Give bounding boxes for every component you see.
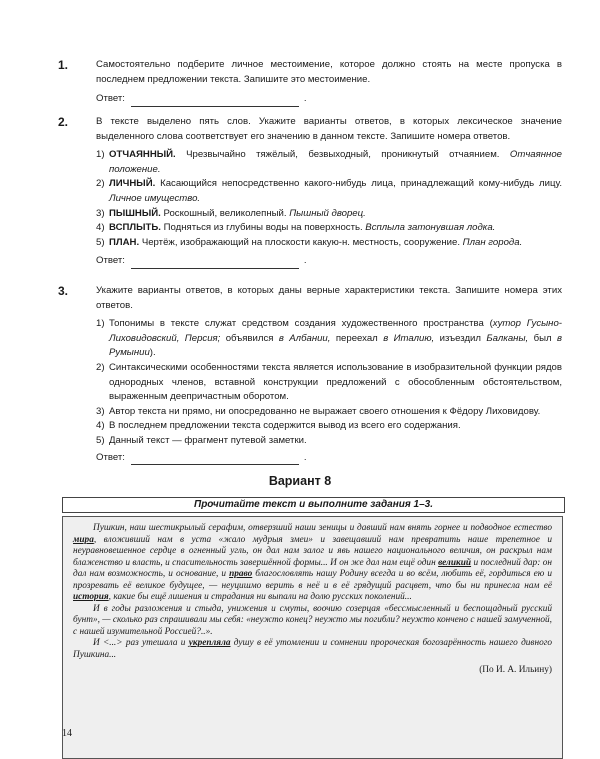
- passage-paragraph-2: И в годы разложения и стыда, унижения и смуты, воочию созерцая «бессмысленный и беспощадный русский бунт», — сколько раз спрашивали мы себя: «неужто конец? неужто мы погибли? неужто кончено с нашей замученной, с нашей изумительной Россией?..».: [73, 603, 552, 637]
- option-word: ЛИЧНЫЙ.: [109, 178, 156, 190]
- option-1: [96, 317, 562, 361]
- option-text: переехал: [330, 332, 384, 344]
- option-example: Всплыла затонувшая лодка.: [365, 222, 496, 234]
- variant-title: Вариант 8: [268, 474, 332, 488]
- option-text: был: [528, 332, 557, 344]
- option-word: ВСПЛЫТЬ.: [109, 222, 161, 234]
- question-2: [58, 115, 562, 269]
- reading-passage: [62, 516, 563, 759]
- option-number: 5): [96, 236, 105, 248]
- passage-paragraph-1: Пушкин, наш шестикрылый серафим, отверзший наши зеницы и давший нам внять горнее и подводное естество мира, вложивший нам в уста «жало мудрыя змеи» и завещавший нам превратить наше трепетное и неуравновешенное сердце в огненный угль, он дал нам залог и явь нашего национального величия, он раскрыл нам блаженство и власть, и спасительность завершённой формы... И он же дал нам ещё один великий и последний дар: он дал нам возможность, и основание, и право благословлять нашу Родину всегда и во всём, любить её, гордиться ею и прозревать её великое будущее, — неуцишмо верить в неё и в её грядущий расцвет, что бы ни принесла нам её история, какие бы ещё лишения и страдания ни выпали на долю русских поколений...: [73, 523, 552, 602]
- option-example: Личное имущество.: [109, 192, 201, 204]
- option-example: Пышный дворец.: [289, 207, 366, 219]
- option-5: [96, 236, 562, 251]
- highlighted-word: мира: [73, 534, 94, 545]
- option-definition: Роскошный, великолепный.: [160, 207, 290, 219]
- option-number: 2): [96, 361, 105, 373]
- option-number: 5): [96, 434, 105, 446]
- option-number: 4): [96, 420, 105, 432]
- answer-label: Ответ:: [96, 255, 125, 267]
- option-5: [96, 434, 562, 449]
- answer-line[interactable]: [131, 453, 299, 465]
- option-example: План города.: [462, 236, 523, 248]
- answer-field[interactable]: [96, 451, 562, 466]
- answer-end: .: [303, 451, 307, 463]
- option-word: ОТЧАЯННЫЙ.: [109, 149, 176, 161]
- answer-end: .: [303, 255, 307, 267]
- option-number: 1): [96, 149, 105, 161]
- toponym: в Италию,: [383, 332, 435, 344]
- option-text: Топонимы в тексте служат средством создания художественного пространства (: [109, 318, 493, 330]
- answer-line[interactable]: [131, 257, 299, 269]
- passage-paragraph-3: И <...> раз утешала и укрепляла душу в её утомлении и сомнении пророческая богозарённость нашего дивного Пушкина...: [73, 638, 552, 660]
- option-2: [96, 361, 562, 405]
- option-4: [96, 419, 562, 434]
- question-text: Укажите варианты ответов, в которых даны верные характеристики текста. Запишите номера этих ответов.: [96, 285, 562, 311]
- passage-source: (По И. А. Ильину): [479, 665, 552, 675]
- answer-label: Ответ:: [96, 93, 125, 105]
- question-text: В тексте выделено пять слов. Укажите варианты ответов, в которых лексическое значение выделенного слова соответствует его значению в данном тексте. Запишите номера ответов.: [96, 116, 562, 142]
- option-number: 2): [96, 178, 105, 190]
- option-text: ).: [149, 347, 156, 359]
- option-number: 4): [96, 222, 105, 234]
- task-instruction: Прочитайте текст и выполните задания 1–3.: [62, 497, 565, 513]
- option-text: изъездил: [434, 332, 487, 344]
- option-2: [96, 177, 562, 206]
- question-number: 3.: [58, 284, 69, 298]
- option-definition: Подняться из глубины воды на поверхность.: [160, 222, 366, 234]
- option-word: ПЫШНЫЙ.: [109, 207, 161, 219]
- answer-line[interactable]: [131, 95, 299, 107]
- question-1: [58, 58, 562, 107]
- option-example: Отчаянное положение.: [109, 149, 562, 175]
- highlighted-word: великий: [438, 557, 472, 568]
- highlighted-word: право: [229, 569, 253, 579]
- highlighted-word: укрепляла: [188, 638, 231, 648]
- option-1: [96, 148, 562, 177]
- option-definition: Касающийся непосредственно какого-нибудь лица, принадлежащий кому-нибудь лицу.: [155, 178, 562, 190]
- option-definition: Чертёж, изображающий на плоскости какую-н. местность, сооружение.: [139, 236, 463, 248]
- question-number: 2.: [58, 115, 69, 129]
- option-number: 3): [96, 405, 105, 417]
- option-text: объявился: [220, 332, 279, 344]
- option-word: ПЛАН.: [109, 236, 140, 248]
- page-number: 14: [62, 728, 72, 739]
- toponym: хутор Гусыно-Лиховидовский, Персия;: [109, 318, 562, 344]
- option-definition: Чрезвычайно тяжёлый, безвыходный, проникнутый отчаянием.: [175, 149, 510, 161]
- answer-field[interactable]: [96, 254, 562, 269]
- toponym: Балканы,: [486, 332, 529, 344]
- toponym: в Румынии: [109, 332, 562, 359]
- option-text: Данный текст — фрагмент путевой заметки.: [109, 434, 307, 446]
- option-number: 1): [96, 318, 105, 330]
- option-3: [96, 405, 562, 420]
- question-3: [58, 284, 562, 465]
- option-text: Автор текста ни прямо, ни опосредованно не выражает своего отношения к Фёдору Лиховидову.: [109, 405, 541, 417]
- answer-label: Ответ:: [96, 451, 125, 463]
- question-number: 1.: [58, 58, 69, 72]
- option-number: 3): [96, 207, 105, 219]
- option-text: Синтаксическими особенностями текста является использование в изобразительной функции рядов однородных членов, вставной конструкции предложений с обособленным обстоятельством, выраженным деепричастным оборотом.: [109, 361, 562, 403]
- option-text: В последнем предложении текста содержится вывод из всего его содержания.: [109, 420, 461, 432]
- question-text: Самостоятельно подберите личное местоимение, которое должно стоять на месте пропуска в последнем предложении текста. Запишите это местоимение.: [96, 59, 562, 85]
- answer-end: .: [303, 93, 307, 105]
- option-3: [96, 207, 562, 222]
- toponym: в Албании,: [278, 332, 331, 344]
- answer-field[interactable]: [96, 92, 562, 107]
- option-4: [96, 221, 562, 236]
- highlighted-word: история: [73, 592, 109, 602]
